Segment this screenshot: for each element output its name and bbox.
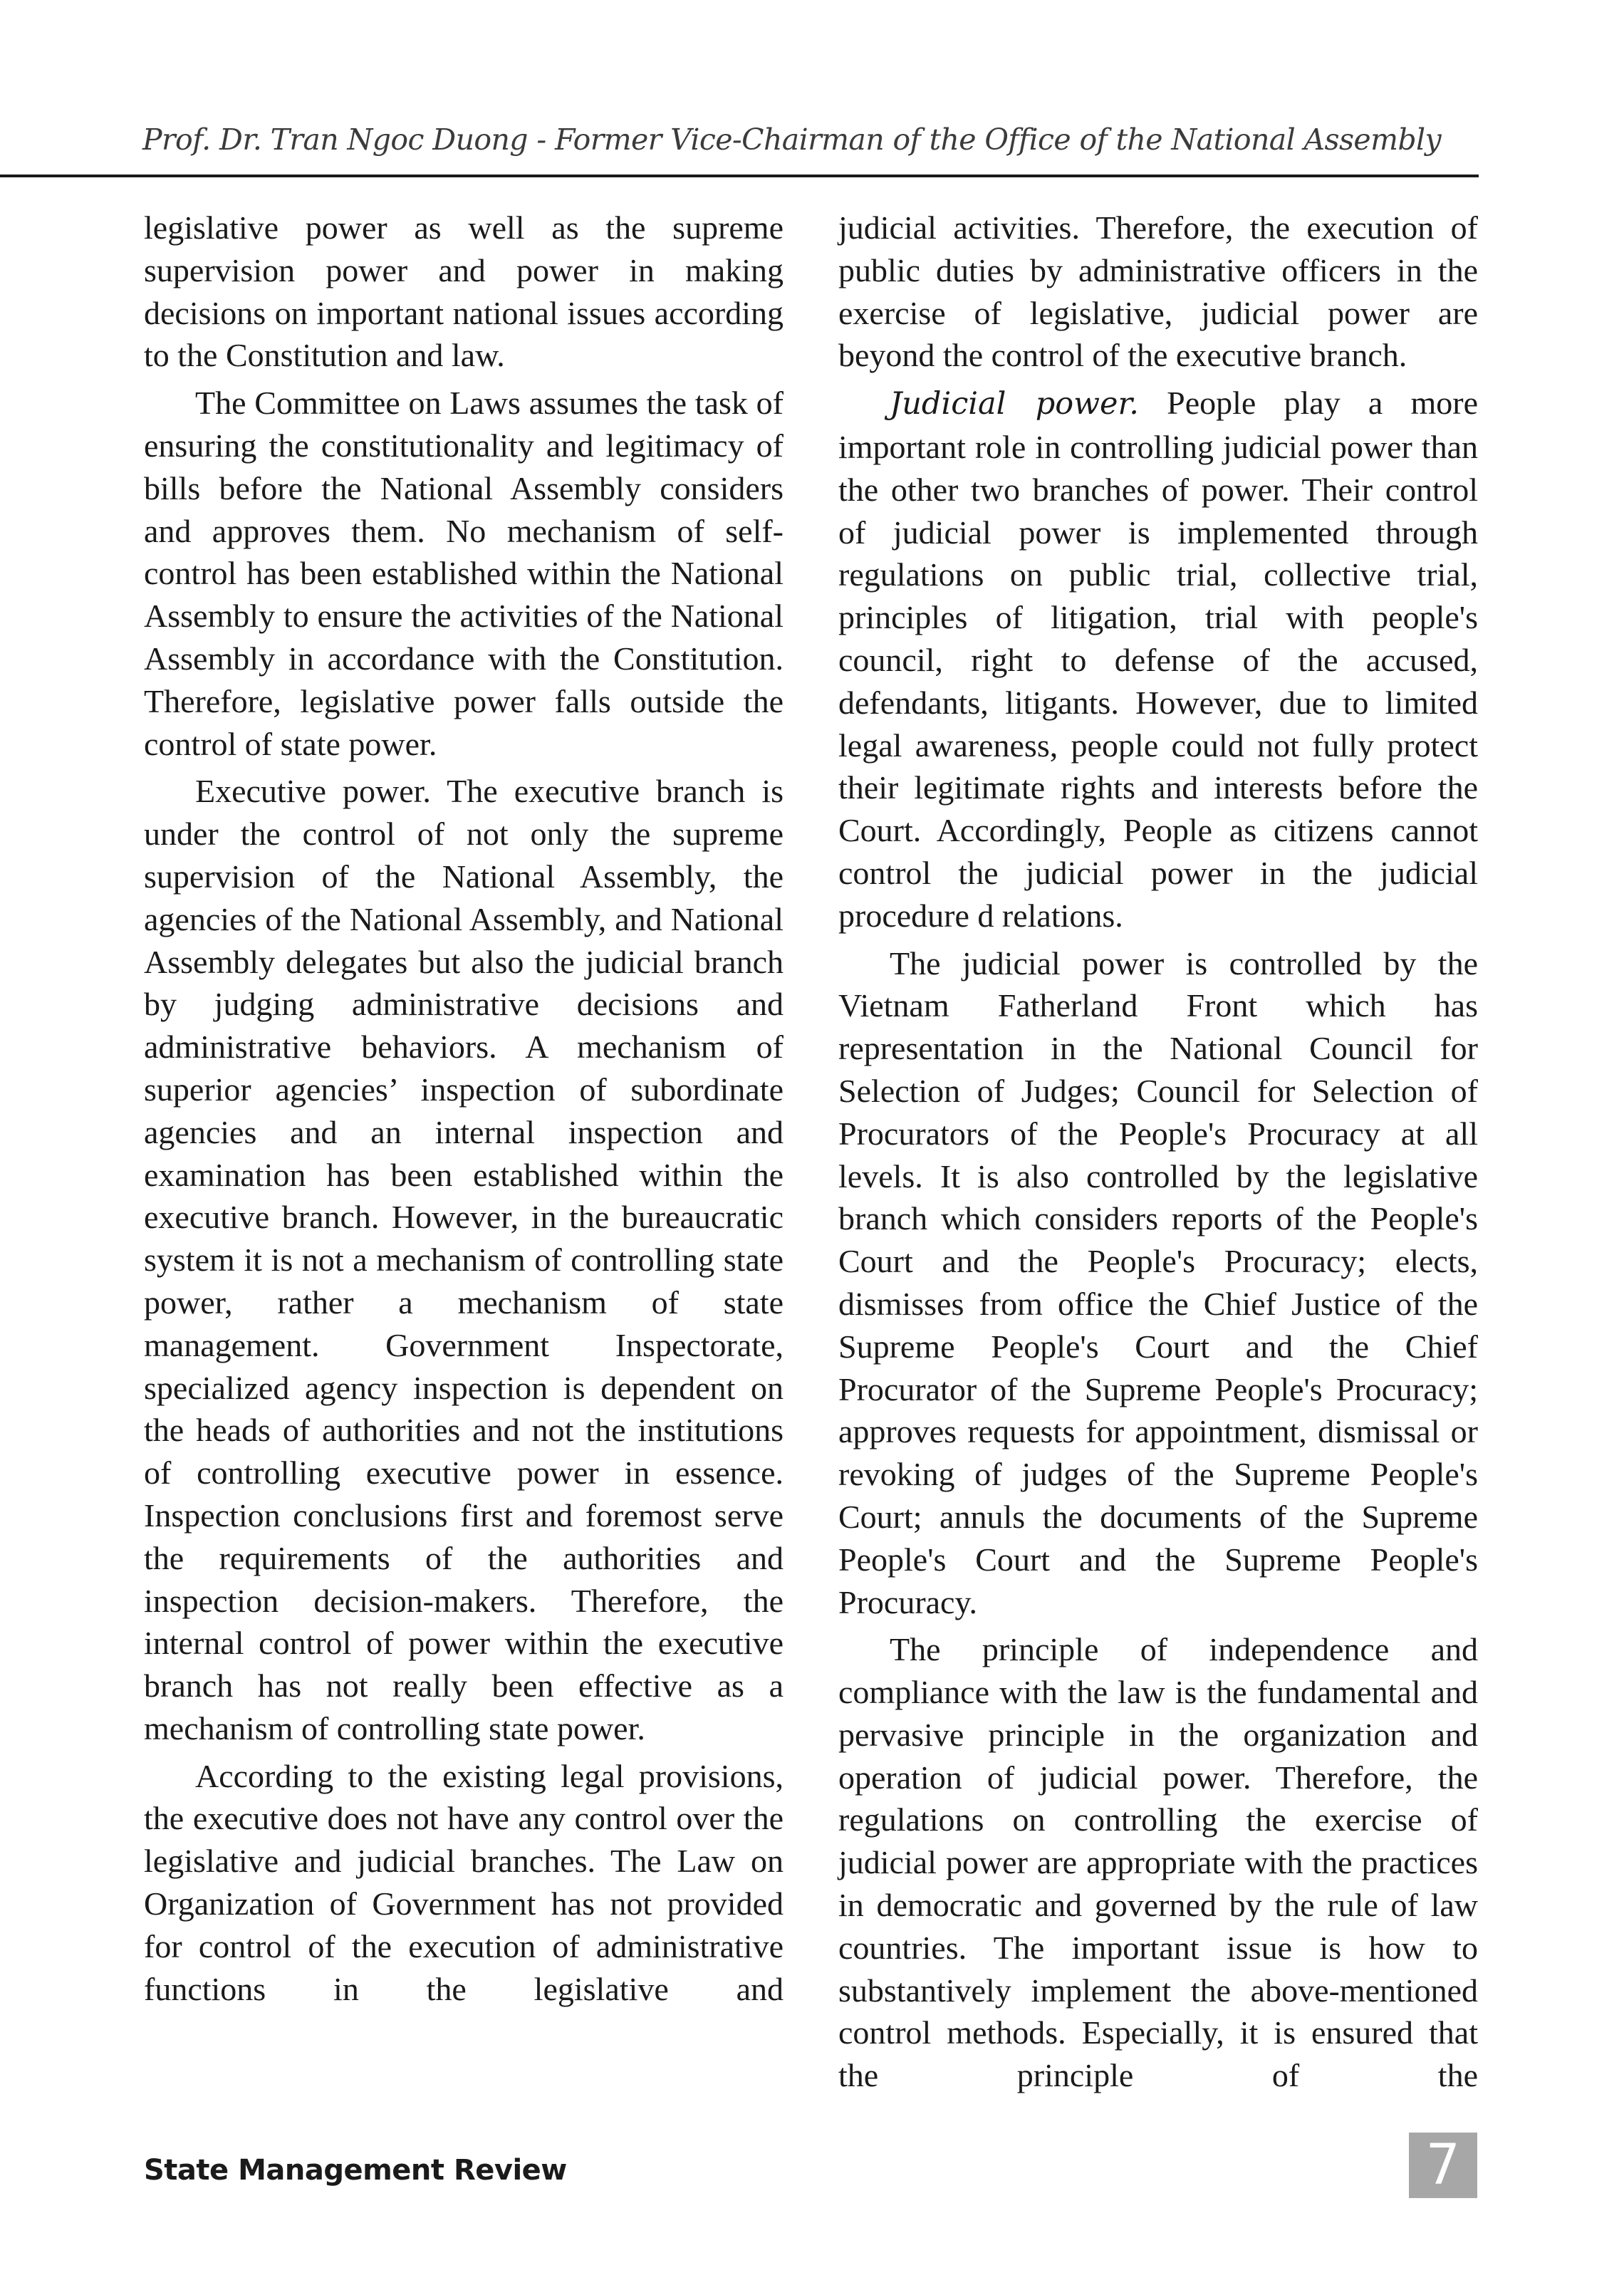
page-number-badge: 7 [1409,2133,1477,2198]
right-paragraph-2-body: People play a more important role in controlling judicial power than the other two branches of power. Their control of judicial power is implemented through regulations on public trial, collective trial, principles of litigation, trial with people's council, right to defense of the accused, defendants, litigants. However, due to limited legal awareness, people could not fully protect their legitimate rights and interests before the Court. Accordingly, People as citizens cannot control the judicial power in the judicial procedure d relations. [838,385,1478,934]
left-paragraph-3: Executive power. The executive branch is under the control of not only the supreme supervision of the National Assembly, the agencies of the National Assembly, and National Assembly delegates but also the judicial branch by judging administrative decisions and administrative behaviors. A mechanism of superior agencies’ inspection of subordinate agencies and an internal inspection and examination has been established within the executive branch. However, in the bureaucratic system it is not a mechanism of controlling state power, rather a mechanism of state management. Government Inspectorate, specialized agency inspection is dependent on the heads of authorities and not the institutions of controlling executive power in essence. Inspection conclusions first and foremost serve the requirements of the authorities and inspection decision-makers. Therefore, the internal control of power within the executive branch has not really been effective as a mechanism of controlling state power. [144,773,784,1747]
left-column [144,207,784,2015]
right-paragraph-3: The judicial power is controlled by the Vietnam Fatherland Front which has representation in the National Council for Selection of Judges; Council for Selection of Procurators of the People's Procuracy at all levels. It is also controlled by the legislative branch which considers reports of the People's Court and the People's Procuracy; elects, dismisses from office the Chief Justice of the Supreme People's Court and the Chief Procurator of the Supreme People's Procuracy; approves requests for appointment, dismissal or revoking of judges of the Supreme People's Court; annuls the documents of the Supreme People's Court and the Supreme People's Procuracy. [838,944,1478,1620]
right-paragraph-4: The principle of independence and compliance with the law is the fundamental and pervasive principle in the organization and operation of judicial power. Therefore, the regulations on controlling the exercise of judicial power are appropriate with the practices in democratic and governed by the rule of law countries. The important issue is how to substantively implement the above-mentioned control methods. Especially, it is ensured that the principle of the [838,1631,1478,2094]
left-paragraph-4: According to the existing legal provisions, the executive does not have any control over the legislative and judicial branches. The Law on Organization of Government has not provided for control of the execution of administrative functions in the legislative and [144,1757,784,2007]
left-paragraph-1: legislative power as well as the supreme supervision power and power in making decisions on important national issues according to the Constitution and law. [144,209,784,374]
right-paragraph-1: judicial activities. Therefore, the execution of public duties by administrative officers in the exercise of legislative, judicial power are beyond the control of the executive branch. [838,209,1478,374]
running-header: Prof. Dr. Tran Ngoc Duong - Former Vice-Chairman of the Office of the National Assembly [142,123,1442,157]
judicial-power-lead-in: Judicial power. [890,386,1139,422]
left-paragraph-2: The Committee on Laws assumes the task of ensuring the constitutionality and legitimacy of bills before the National Assembly considers and approves them. No mechanism of self-control has been established within the National Assembly to ensure the activities of the National Assembly in accordance with the Constitution. Therefore, legislative power falls outside the control of state power. [144,385,784,762]
journal-name: State Management Review [144,2154,567,2187]
right-paragraph-2 [838,382,1478,937]
right-column [838,207,1478,2102]
header-rule [0,175,1479,177]
